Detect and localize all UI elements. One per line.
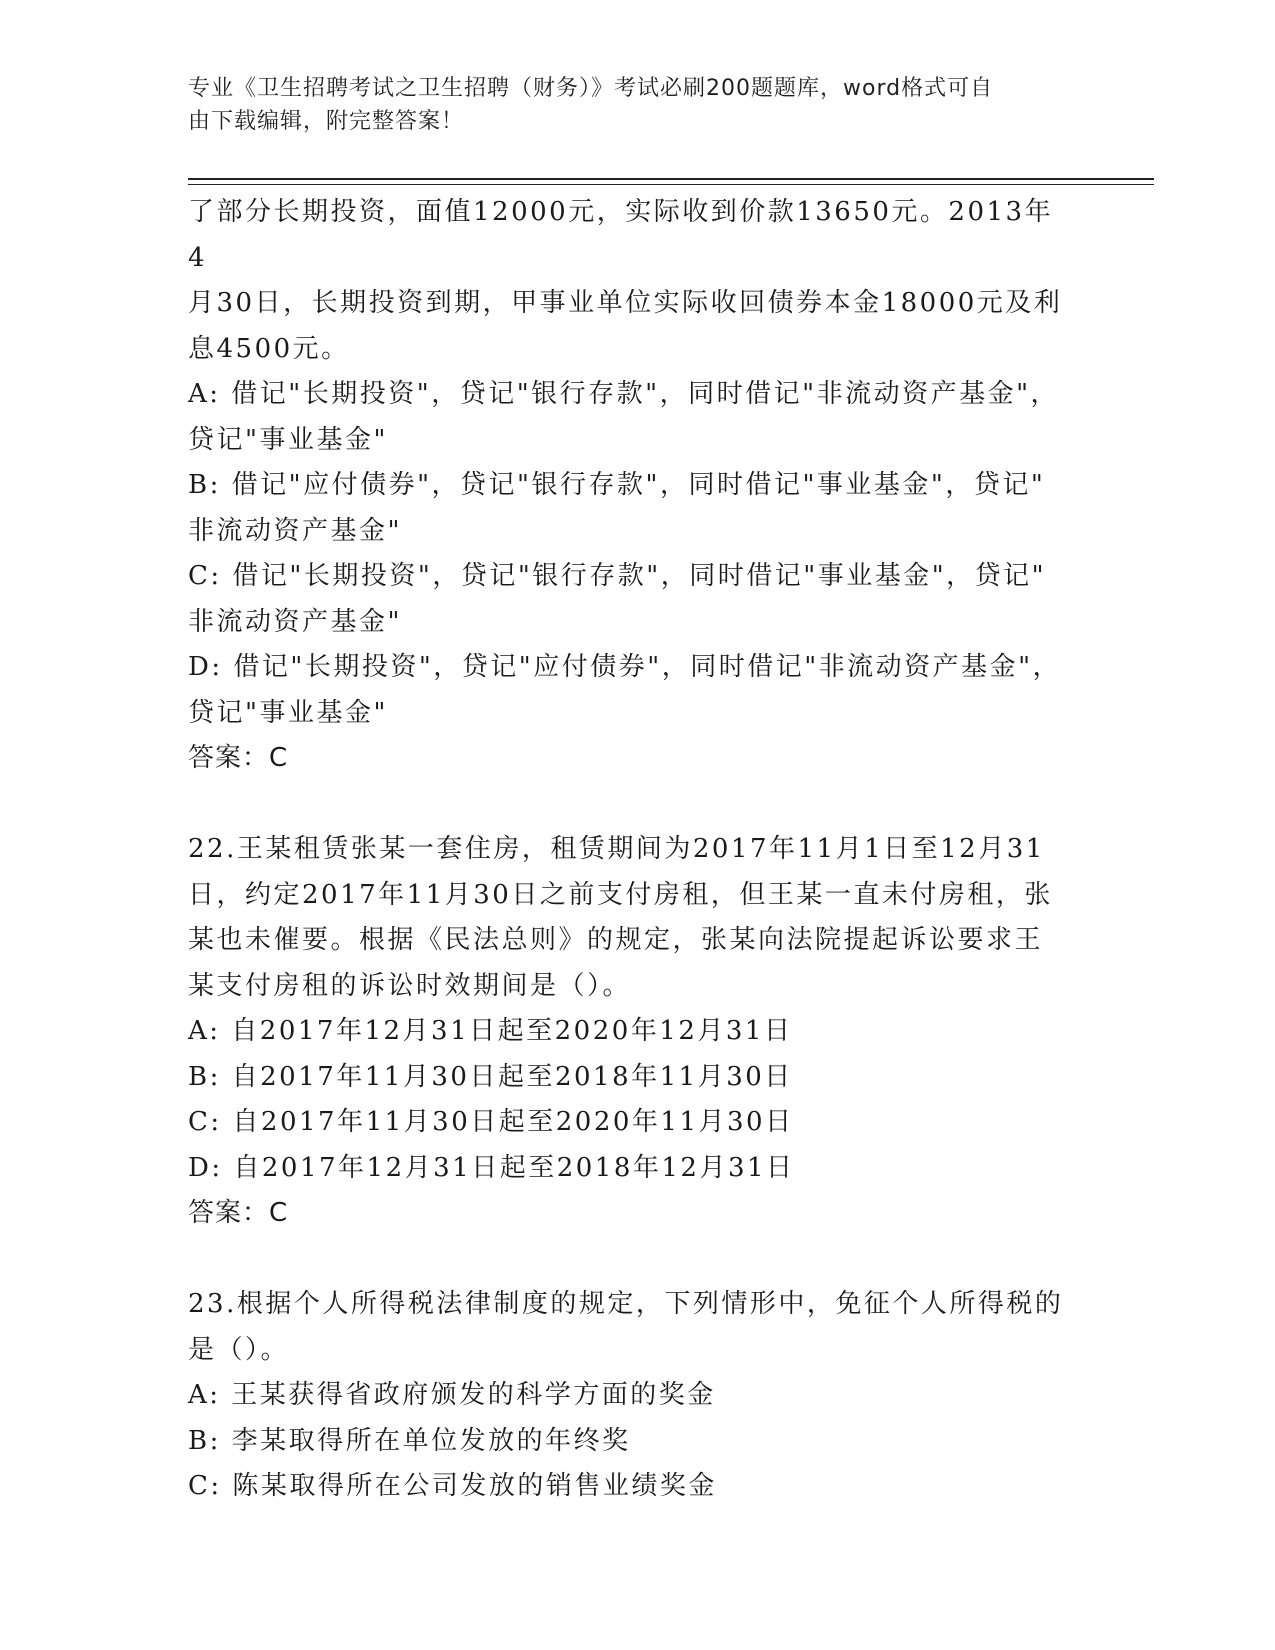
document-body [188,190,1068,1510]
option-a: A: 自2017年12月31日起至2020年12月31日 [188,1016,793,1046]
header-divider-thick [188,178,1154,180]
question-stem-line: 是（）。 [188,1334,290,1365]
question-stem-line: 某也未催要。根据《民法总则》的规定，张某向法院提起诉讼要求王 [188,925,1044,955]
header-title-line-2: 由下载编辑，附完整答案！ [188,109,465,134]
document-header [188,72,1068,138]
question-stem-line: 23.根据个人所得税法律制度的规定，下列情形中，免征个人所得税的 [188,1289,1064,1319]
question-22 [188,827,1068,1237]
option-b-continued: 非流动资产基金" [188,515,402,546]
option-d-continued: 贷记"事业基金" [188,697,388,728]
question-stem-line: 22.王某租赁张某一套住房，租赁期间为2017年11月1日至12月31 [188,834,1045,864]
option-c: C: 借记"长期投资"，贷记"银行存款"，同时借记"事业基金"，贷记" [188,561,1047,591]
option-c: C: 陈某取得所在公司发放的销售业绩奖金 [188,1471,717,1501]
option-a: A: 借记"长期投资"，贷记"银行存款"，同时借记"非流动资产基金"， [188,379,1060,409]
option-d: D: 自2017年12月31日起至2018年12月31日 [188,1152,795,1183]
spacer [188,782,1068,828]
question-23 [188,1282,1068,1510]
option-d: D: 借记"长期投资"，贷记"应付债券"，同时借记"非流动资产基金"， [188,652,1062,682]
option-a-continued: 贷记"事业基金" [188,424,388,455]
option-a: A: 王某获得省政府颁发的科学方面的奖金 [188,1380,716,1410]
question-stem-line: 了部分长期投资，面值12000元，实际收到价款13650元。2013年4 [188,197,1054,273]
option-b: B: 李某取得所在单位发放的年终奖 [188,1425,631,1456]
header-divider-thin [188,184,1154,185]
question-stem-line: 日，约定2017年11月30日之前支付房租，但王某一直未付房租，张 [188,879,1053,910]
option-c-continued: 非流动资产基金" [188,606,402,637]
answer-line: 答案：C [188,1198,289,1228]
option-c: C: 自2017年11月30日起至2020年11月30日 [188,1107,794,1137]
option-b: B: 借记"应付债券"，贷记"银行存款"，同时借记"事业基金"，贷记" [188,470,1046,500]
question-21 [188,190,1068,782]
spacer [188,1237,1068,1283]
option-b: B: 自2017年11月30日起至2018年11月30日 [188,1061,793,1092]
answer-line: 答案：C [188,743,289,773]
question-stem-line: 息4500元。 [188,333,350,364]
question-stem-line: 某支付房租的诉讼时效期间是（）。 [188,970,632,1001]
header-title-line-1: 专业《卫生招聘考试之卫生招聘（财务）》考试必刷200题题库，word格式可自 [188,76,994,101]
question-stem-line: 月30日，长期投资到期，甲事业单位实际收回债券本金18000元及利 [188,288,1063,318]
